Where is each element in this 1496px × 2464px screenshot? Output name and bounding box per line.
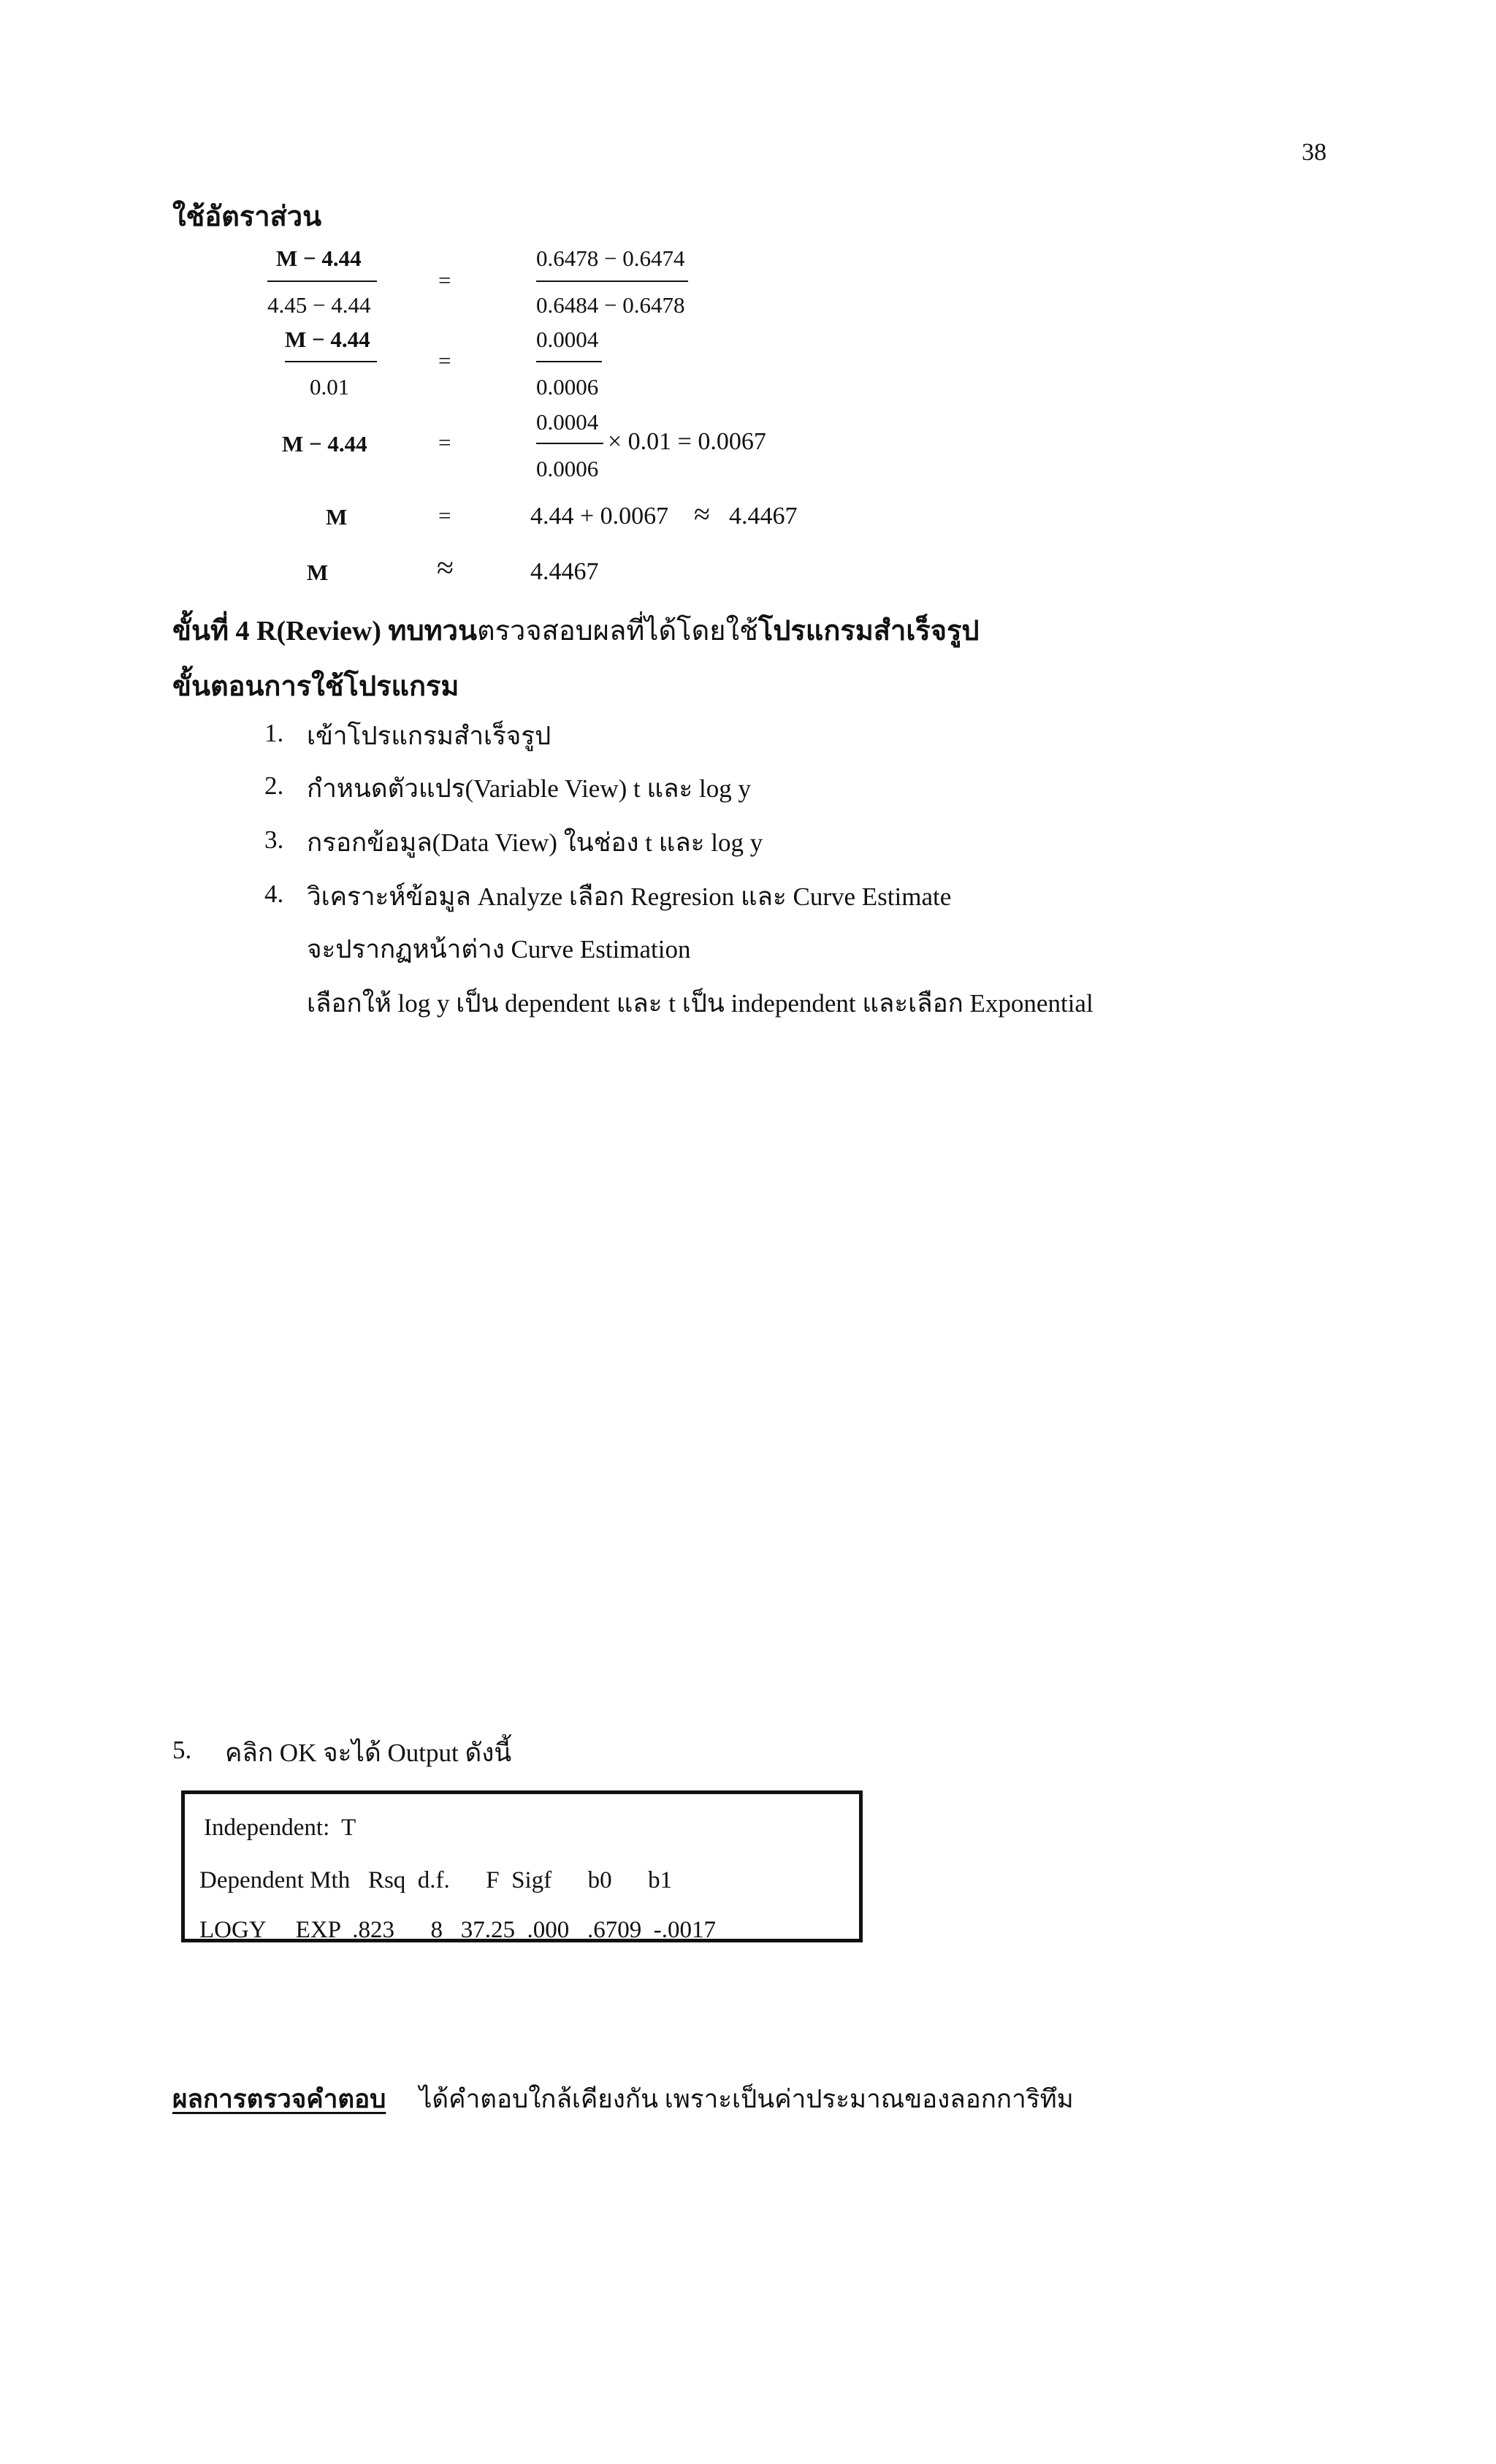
conclusion-label: ผลการตรวจคำตอบ (172, 2085, 386, 2113)
step-3-number: 3. (264, 825, 284, 854)
step-2-text: กำหนดตัวแปร(Variable View) t และ log y (307, 774, 752, 803)
eq2-relation: = (438, 348, 451, 373)
eq1-left-numerator: M − 4.44 (276, 245, 362, 271)
eq2-left-numerator: M − 4.44 (285, 327, 370, 352)
step-5-text: คลิก OK จะได้ Output ดังนี้ (225, 1739, 512, 1767)
procedure-heading: ขั้นตอนการใช้โปรแกรม (172, 671, 459, 702)
conclusion (172, 2079, 1074, 2119)
eq1-relation: = (438, 267, 451, 293)
eq1-right-numerator: 0.6478 − 0.6474 (536, 245, 685, 271)
eq2-right-denominator: 0.0006 (536, 374, 599, 400)
eq1-right-denominator: 0.6484 − 0.6478 (536, 292, 685, 318)
step-3-text: กรอกข้อมูล(Data View) ในช่อง t และ log y (307, 828, 763, 857)
eq5-relation: ≈ (437, 552, 454, 585)
eq4-left: M (326, 504, 348, 530)
eq4-result: 4.4467 (729, 503, 798, 530)
output-line-independent: Independent: T (204, 1815, 356, 1841)
eq2-right-fraction-bar (536, 361, 602, 362)
eq5-right: 4.4467 (530, 558, 599, 585)
step4-heading-bold-tail: โปรแกรมสำเร็จรูป (757, 616, 980, 646)
eq3-right-numerator: 0.0004 (536, 409, 599, 435)
eq4-right: 4.44 + 0.0067 (530, 503, 669, 530)
step-1-text: เข้าโปรแกรมสำเร็จรูป (307, 722, 552, 750)
step-4-continuation-2: เลือกให้ log y เป็น dependent และ t เป็น independent และเลือก Exponential (307, 989, 1094, 1018)
eq1-left-denominator: 4.45 − 4.44 (267, 292, 371, 318)
eq4-approx-symbol: ≈ (694, 497, 710, 530)
step-5-number: 5. (172, 1736, 192, 1764)
output-line-values: LOGY EXP .823 8 37.25 .000 .6709 -.0017 (199, 1917, 717, 1943)
eq3-right-denominator: 0.0006 (536, 456, 599, 481)
output-table-box (181, 1790, 863, 1942)
conclusion-text: ได้คำตอบใกล้เคียงกัน เพราะเป็นค่าประมาณของลอกการิทึม (419, 2085, 1074, 2113)
step-2-number: 2. (264, 771, 284, 800)
eq5-left: M (307, 560, 329, 585)
step-1-number: 1. (264, 719, 284, 747)
eq4-relation: = (438, 503, 451, 528)
eq1-right-fraction-bar (536, 281, 688, 282)
step4-heading (172, 608, 980, 652)
step-4-continuation-1: จะปรากฏหน้าต่าง Curve Estimation (307, 935, 691, 964)
page-number: 38 (1302, 139, 1327, 166)
eq2-left-fraction-bar (285, 361, 377, 362)
step4-heading-bold: ขั้นที่ 4 R(Review) ทบทวน (172, 616, 477, 646)
eq2-left-denominator: 0.01 (310, 374, 350, 400)
eq3-right-fraction-bar (536, 443, 603, 444)
eq3-left: M − 4.44 (282, 431, 367, 457)
eq3-relation: = (438, 430, 451, 455)
ratio-heading: ใช้อัตราส่วน (172, 202, 322, 232)
step-4-text: วิเคราะห์ข้อมูล Analyze เลือก Regresion และ Curve Estimate (307, 882, 952, 911)
eq2-right-numerator: 0.0004 (536, 327, 599, 352)
eq1-left-fraction-bar (267, 281, 377, 282)
step4-heading-normal: ตรวจสอบผลที่ได้โดยใช้ (476, 616, 758, 646)
eq3-right-tail: × 0.01 = 0.0067 (608, 428, 766, 455)
output-line-header: Dependent Mth Rsq d.f. F Sigf b0 b1 (199, 1867, 673, 1893)
step-4-number: 4. (264, 880, 284, 908)
